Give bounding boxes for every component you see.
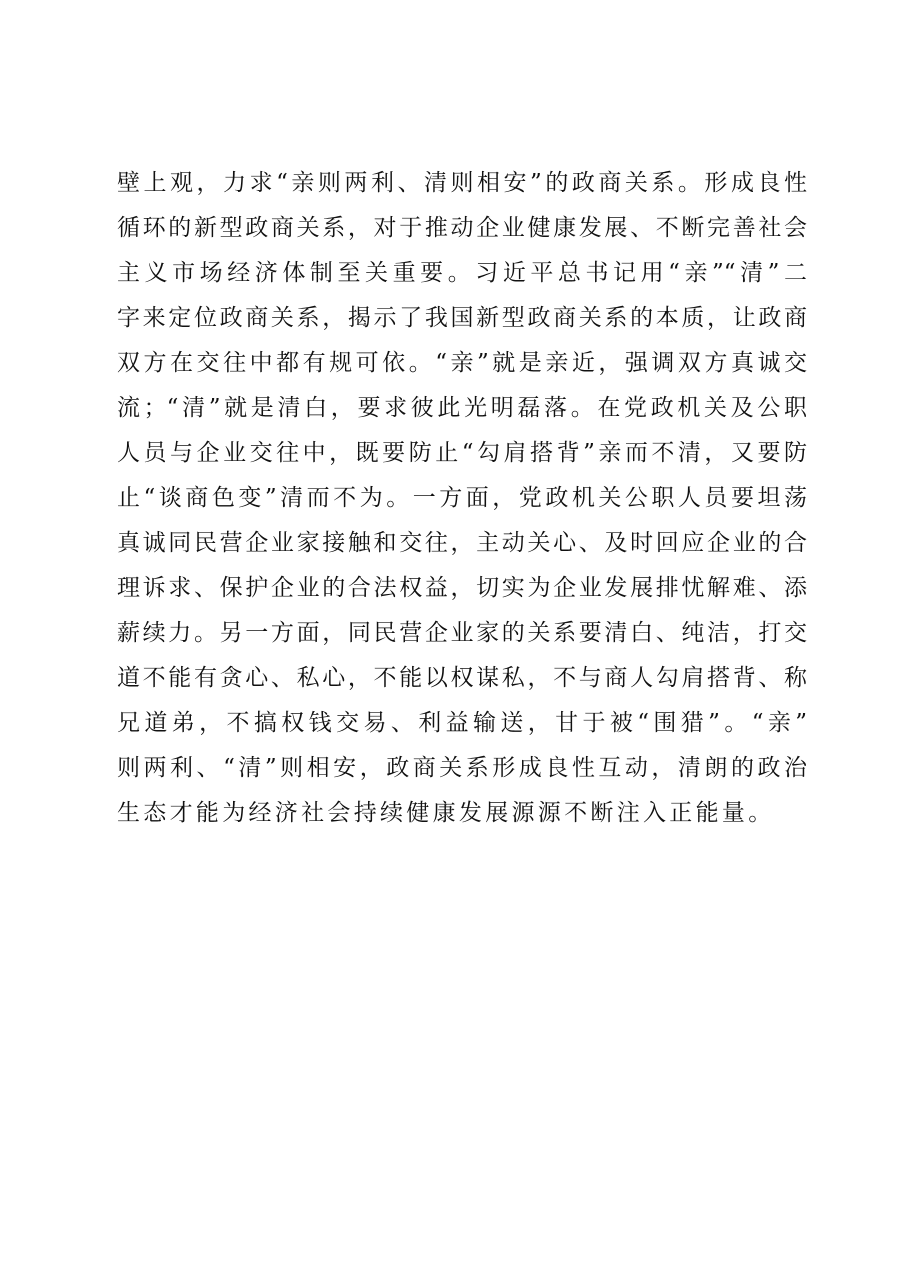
paragraph-line: 壁上观，力求“亲则两利、清则相安”的政商关系。形成良性 — [117, 170, 807, 196]
paragraph-line: 止“谈商色变”清而不为。一方面，党政机关公职人员要坦荡 — [117, 485, 807, 511]
paragraph-line: 生态才能为经济社会持续健康发展源源不断注入正能量。 — [117, 800, 775, 826]
paragraph-line: 双方在交往中都有规可依。“亲”就是亲近，强调双方真诚交 — [117, 350, 807, 376]
paragraph-line: 字来定位政商关系，揭示了我国新型政商关系的本质，让政商 — [117, 305, 807, 331]
paragraph-line: 真诚同民营企业家接触和交往，主动关心、及时回应企业的合 — [117, 530, 807, 556]
paragraph-line: 理诉求、保护企业的合法权益，切实为企业发展排忧解难、添 — [117, 575, 807, 601]
paragraph-line: 主义市场经济体制至关重要。习近平总书记用“亲”“清”二 — [117, 260, 807, 286]
paragraph-line: 薪续力。另一方面，同民营企业家的关系要清白、纯洁，打交 — [117, 620, 807, 646]
paragraph-line: 兄道弟，不搞权钱交易、利益输送，甘于被“围猎”。“亲” — [117, 710, 807, 736]
paragraph-line: 流；“清”就是清白，要求彼此光明磊落。在党政机关及公职 — [117, 395, 807, 421]
paragraph-line: 道不能有贪心、私心，不能以权谋私，不与商人勾肩搭背、称 — [117, 665, 807, 691]
paragraph-line: 人员与企业交往中，既要防止“勾肩搭背”亲而不清，又要防 — [117, 440, 807, 466]
body-paragraph — [117, 161, 807, 836]
paragraph-line: 循环的新型政商关系，对于推动企业健康发展、不断完善社会 — [117, 215, 807, 241]
paragraph-line: 则两利、“清”则相安，政商关系形成良性互动，清朗的政治 — [117, 755, 807, 781]
